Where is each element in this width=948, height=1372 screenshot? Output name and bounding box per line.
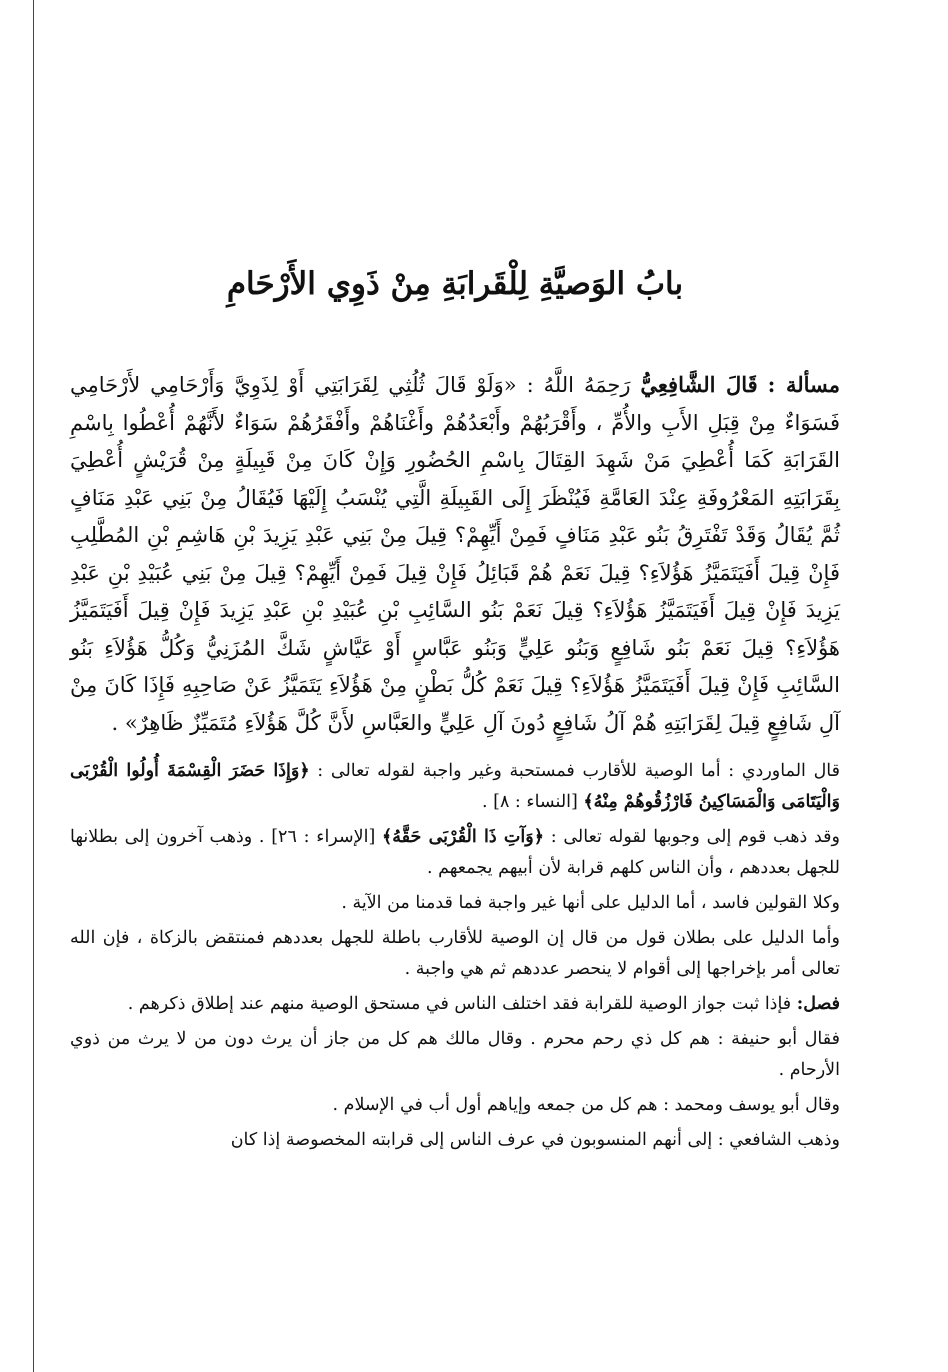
paragraph-text: فإذا ثبت جواز الوصية للقرابة فقد اختلف الناس في مستحق الوصية منهم عند إطلاق ذكرهم . — [127, 994, 797, 1014]
quran-verse: ﴿وَإِذَا حَضَرَ الْقِسْمَةَ أُولُوا الْقُرْبَى وَالْيَتَامَى وَالْمَسَاكِينُ فَارْزُقُوهُمْ مِنْهُ﴾ — [70, 761, 840, 812]
paragraph-shafii: وذهب الشافعي : إلى أنهم المنسوبون في عرف الناس إلى قرابته المخصوصة إذا كان — [230, 1130, 840, 1150]
paragraph-fasl — [70, 989, 840, 1020]
fasl-label: فصل: — [796, 994, 840, 1014]
masala-paragraph — [70, 366, 840, 742]
margin-rule — [33, 0, 34, 1372]
paragraph-text: وقد ذهب قوم إلى وجوبها لقوله تعالى : — [543, 827, 840, 847]
masala-author: قَالَ الشَّافِعِيُّ — [640, 372, 758, 397]
paragraph-mawardi — [70, 756, 840, 818]
verse-citation: [النساء : ٨] . — [481, 792, 584, 812]
paragraph-obligation — [70, 822, 840, 884]
masala-label: مسألة : — [767, 372, 840, 397]
paragraph-both-invalid: وكلا القولين فاسد ، أما الدليل على أنها غير واجبة فما قدمنا من الآية . — [341, 893, 840, 913]
masala-text: رَحِمَهُ اللَّهُ : «وَلَوْ قَالَ ثُلُثِي لِقَرَابَتِي أَوْ لِذَوِيَّ وَأَرْحَامِي لأَرْحَامِي فَسَوَاءٌ مِنْ قِبَلِ الأَبِ والأُمِّ ، وأَقْرَبُهُمْ وأَبْعَدُهُمْ وأَغْنَاهُمْ وأَفْقَرُهُمْ سَوَاءٌ لأَنَّهُمْ أُعْطُوا بِاسْمِ القَرَابَةِ كَمَا أُعْطِيَ مَنْ شَهِدَ القِتَالَ بِاسْمِ الحُضُورِ وَإِنْ كَانَ مِنْ قَبِيلَةٍ مِنْ قُرَيْشٍ أُعْطِيَ بِقَرَابَتِهِ المَعْرُوفَةِ عِنْدَ العَامَّةِ فَيُنْظَرَ إِلَى القَبِيلَةِ الَّتِي يُنْسَبُ إِلَيْهَا فَيُقَالُ مِنْ بَنِي عَبْدِ مَنَافٍ ثُمَّ يُقَالُ وَقَدْ تَفْتَرِقُ بَنُو عَبْدِ مَنَافٍ فَمِنْ أَيِّهِمْ؟ قِيلَ مِنْ بَنِي عَبْدِ يَزِيدَ بْنِ هَاشِمِ بْنِ المُطَّلِبِ فَإِنْ قِيلَ أَفَيَتَمَيَّزُ هَؤُلاَءِ؟ قِيلَ نَعَمْ هُمْ قَبَائِلُ فَإِنْ قِيلَ فَمِنْ أَيِّهِمْ؟ قِيلَ مِنْ بَنِي عُبَيْدِ بْنِ عَبْدِ يَزِيدَ فَإِنْ قِيلَ أَفَيَتَمَيَّزُ هَؤُلاَءِ؟ قِيلَ نَعَمْ بَنُو السَّائِبِ بْنِ عُبَيْدِ بْنِ عَبْدِ يَزِيدَ فَإِنْ قِيلَ أَفَيَتَمَيَّزُ هَؤُلاَءِ؟ قِيلَ نَعَمْ بَنُو شَافِعٍ وَبَنُو عَلِيٍّ وَبَنُو عَبَّاسٍ أَوْ عَيَّاشٍ شَكَّ المُزَنِيُّ وَكُلُّ هَؤُلاَءِ بَنُو السَّائِبِ فَإِنْ قِيلَ أَفَيَتَمَيَّزُ هَؤُلاَءِ؟ قِيلَ نَعَمْ كُلُّ بَطْنٍ مِنْ هَؤُلاَءِ يَتَمَيَّزُ عَنْ صَاحِبِهِ فَإِذَا كَانَ مِنْ آلِ شَافِعٍ قِيلَ لِقَرَابَتِهِ هُمْ آلُ شَافِعٍ دُونَ آلِ عَلِيٍّ والعَبَّاسِ لأَنَّ كُلَّ هَؤُلاَءِ مُتَمَيِّزٌ ظَاهِرٌ» . — [70, 373, 840, 735]
verse-citation: [الإسراء : ٢٦] . وذهب آخرون إلى بطلانها للجهل بعددهم ، وأن الناس كلهم قرابة لأن أبيهم يجمعهم . — [70, 827, 840, 878]
paragraph-abu-hanifa: فقال أبو حنيفة : هم كل ذي رحم محرم . وقال مالك هم كل من جاز أن يرث دون من لا يرث من ذوي الأرحام . — [70, 1029, 840, 1080]
chapter-title: بابُ الوَصيَّةِ لِلْقَرابَةِ مِنْ ذَوِي الأَرْحَامِ — [226, 266, 684, 302]
paragraph-abu-yusuf: وقال أبو يوسف ومحمد : هم كل من جمعه وإياهم أول أب في الإسلام . — [332, 1095, 840, 1115]
paragraph-text: قال الماوردي : أما الوصية للأقارب فمستحبة وغير واجبة لقوله تعالى : — [309, 761, 840, 781]
quran-verse: ﴿وَآتِ ذَا الْقُرْبَى حَقَّهُ﴾ — [382, 827, 544, 847]
paragraph-zakat-argument: وأما الدليل على بطلان قول من قال إن الوصية للأقارب باطلة للجهل بعددهم فمنتقض بالزكاة ، فإن الله تعالى أمر بإخراجها إلى أقوام لا ينحصر عددهم ثم هي واجبة . — [70, 928, 840, 979]
document-page — [70, 260, 840, 1160]
